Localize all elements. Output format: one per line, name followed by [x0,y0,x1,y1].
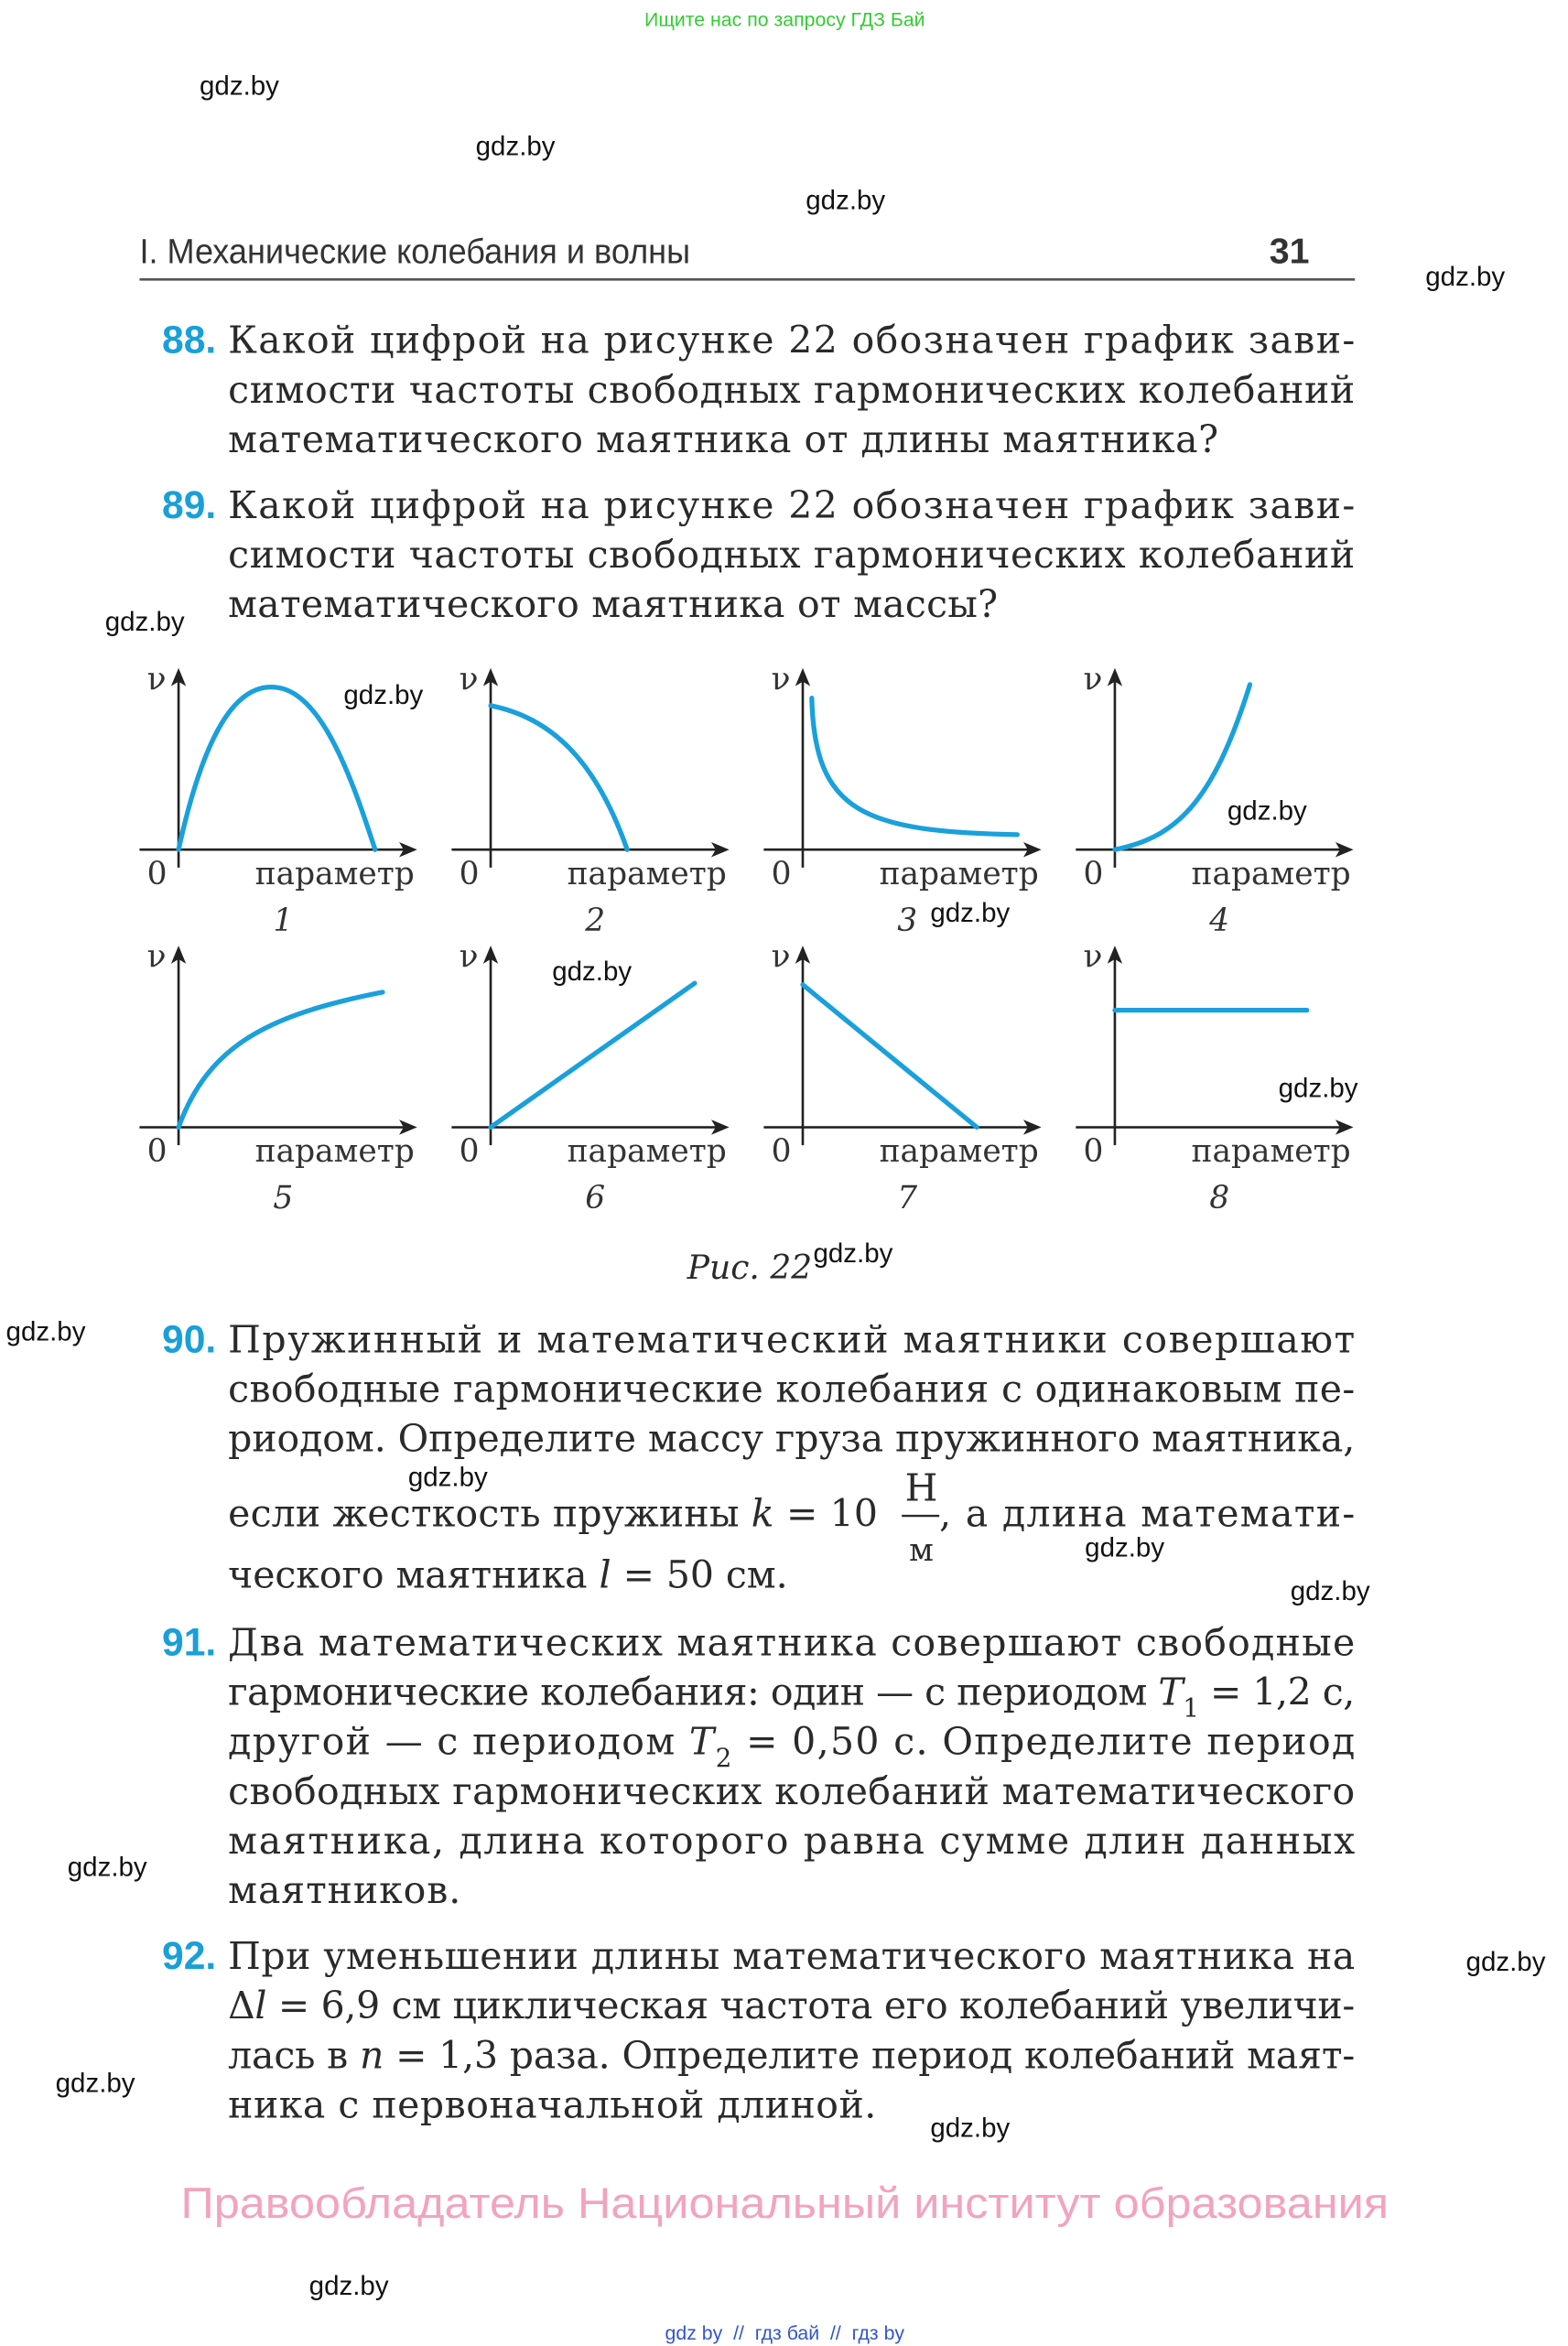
x-axis-label: параметр [1191,855,1351,892]
text: другой — с периодом [228,1719,688,1764]
problem-text-line: маятника, длина которого равна сумме длин данных [228,1818,1356,1863]
y-axis-label: ν [771,938,791,976]
problem-number: 92. [162,1934,217,1979]
watermark: gdz.by [67,1852,147,1883]
watermark: gdz.by [343,680,424,711]
text: = 1,3 раза. Определите период колебаний маят- [384,2033,1356,2078]
problem-92 [162,1934,1355,2126]
x-axis-label: параметр [1191,1133,1351,1171]
graph-number: 2 [585,902,606,939]
x-axis-label: параметр [567,1133,727,1171]
watermark: gdz.by [1290,1575,1370,1606]
problem-text-line: Пружинный и математический маятники совершают [228,1317,1356,1362]
graph-curve [812,698,1018,835]
problem-text-line [228,2033,1355,2077]
x-axis-label: параметр [567,855,727,892]
origin-label: 0 [459,855,480,892]
subscript: 2 [715,1742,732,1773]
fraction-denominator: м [909,1532,934,1570]
watermark: gdz.by [104,606,185,637]
watermark: gdz.by [1278,1073,1358,1104]
problem-text-line: свободные гармонические колебания с одинаковым пе- [228,1367,1356,1411]
origin-label: 0 [771,855,792,892]
graph-number: 3 [897,902,918,939]
var-n: n [359,2033,384,2078]
x-axis-label: параметр [879,1133,1039,1171]
footer-links[interactable]: gdz by // гдз бай // гдз by [665,2322,905,2345]
problem-text-line [228,1553,787,1597]
watermark: gdz.by [552,956,633,987]
problem-89 [162,483,1355,626]
watermark: gdz.by [407,1462,488,1493]
page-number: 31 [1269,231,1310,272]
watermark: gdz.by [5,1316,86,1347]
graph-number: 6 [585,1180,606,1217]
problem-text-line: симости частоты свободных гармонических колебаний [228,533,1356,578]
graph-number: 5 [273,1180,294,1217]
var-t: T [688,1719,715,1764]
origin-label: 0 [146,855,168,892]
graph-panel-2 [451,661,729,939]
x-axis-label: параметр [254,1133,415,1171]
graph-number: 8 [1209,1180,1230,1217]
y-axis-label: ν [1083,660,1103,697]
chapter-title: I. Механические колебания и волны [139,232,691,271]
origin-label: 0 [1083,1133,1104,1171]
copyright-notice: Правообладатель Национальный институт образования [180,2179,1390,2229]
figure-caption: Рис. 22 [687,1249,813,1288]
text: = 0,50 с. Определите период [732,1719,1356,1764]
search-banner[interactable]: Ищите нас по запросу ГДЗ Бай [644,8,925,31]
y-axis-label: ν [146,660,167,697]
watermark: gdz.by [1465,1946,1546,1977]
problem-text-line: ника с первоначальной длиной. [228,2082,877,2127]
problem-text-line [228,1670,1355,1724]
watermark: gdz.by [308,2270,389,2301]
problem-text-line: , а длина математи- [939,1491,1356,1536]
graph-number: 7 [897,1180,918,1217]
problem-text-line: маятников. [228,1867,461,1912]
problem-text-line: Какой цифрой на рисунке 22 обозначен график зави- [228,318,1356,362]
problem-text-line [228,1720,1355,1773]
problem-text-line [228,1984,1355,2027]
graph-curve [178,992,383,1128]
problem-text-line: математического маятника от длины маятника? [228,416,1219,461]
watermark: gdz.by [200,70,279,102]
delta-symbol: Δ [228,1984,255,2028]
origin-label: 0 [459,1133,480,1171]
fraction-numerator: Н [904,1465,938,1510]
text: = 10 [773,1491,878,1536]
watermark: gdz.by [806,185,886,216]
problem-text-line [228,1492,878,1536]
watermark: gdz.by [930,2113,1011,2144]
y-axis-label: ν [146,938,167,976]
y-axis-label: ν [459,660,479,697]
problem-text-line: Два математических маятника совершают свободные [228,1620,1356,1665]
graph-number: 1 [273,902,294,939]
problem-88 [162,319,1355,461]
subscript: 1 [1183,1692,1199,1724]
watermark: gdz.by [55,2068,135,2099]
problem-text-line: свободных гармонических колебаний математического [228,1768,1356,1813]
text: если жесткость пружины [228,1491,752,1536]
problem-text-line: математического маятника от массы? [228,582,999,627]
var-t: T [1158,1670,1184,1714]
graph-panel-7 [763,938,1041,1216]
origin-label: 0 [771,1133,792,1171]
y-axis-label: ν [1083,938,1103,976]
problem-number: 90. [162,1317,217,1362]
y-axis-label: ν [771,660,791,697]
text: = 6,9 см циклическая частота его колебаний увеличи- [266,1984,1356,2028]
watermark: gdz.by [1425,261,1506,292]
origin-label: 0 [1083,855,1104,892]
watermark: gdz.by [475,131,556,162]
graph-number: 4 [1209,902,1230,939]
problem-text-line: риодом. Определите массу груза пружинного маятника, [228,1416,1356,1461]
problem-90 [162,1317,1355,1596]
text: лась в [228,2033,361,2078]
watermark: gdz.by [813,1238,893,1270]
watermark: gdz.by [1227,795,1307,827]
var-k: k [751,1491,774,1536]
var-l: l [254,1984,267,2028]
text: = 50 см. [611,1552,788,1597]
origin-label: 0 [146,1133,168,1171]
figure-22 [139,661,1353,1216]
x-axis-label: параметр [254,855,415,892]
problem-number: 89. [162,482,217,527]
problem-number: 91. [162,1620,217,1665]
problem-text-line: Какой цифрой на рисунке 22 обозначен график зави- [228,482,1356,527]
watermark: gdz.by [930,897,1011,928]
y-axis-label: ν [459,938,479,976]
x-axis-label: параметр [879,855,1039,892]
graph-curve [178,687,375,850]
text: гармонические колебания: один — с периодом [228,1670,1159,1714]
graph-panel-5 [139,938,416,1216]
text: ческого маятника [228,1552,600,1597]
graph-panel-4 [1076,661,1353,939]
graph-curve [803,985,977,1128]
watermark: gdz.by [1085,1532,1165,1563]
problem-text-line: симости частоты свободных гармонических колебаний [228,367,1356,412]
text: = 1,2 с, [1198,1670,1356,1714]
problem-number: 88. [162,318,217,362]
problem-text-line: При уменьшении длины математического маятника на [228,1934,1356,1979]
graph-curve [491,706,627,849]
graph-curve [491,983,695,1127]
problem-91 [162,1621,1355,1912]
var-l: l [599,1552,611,1597]
